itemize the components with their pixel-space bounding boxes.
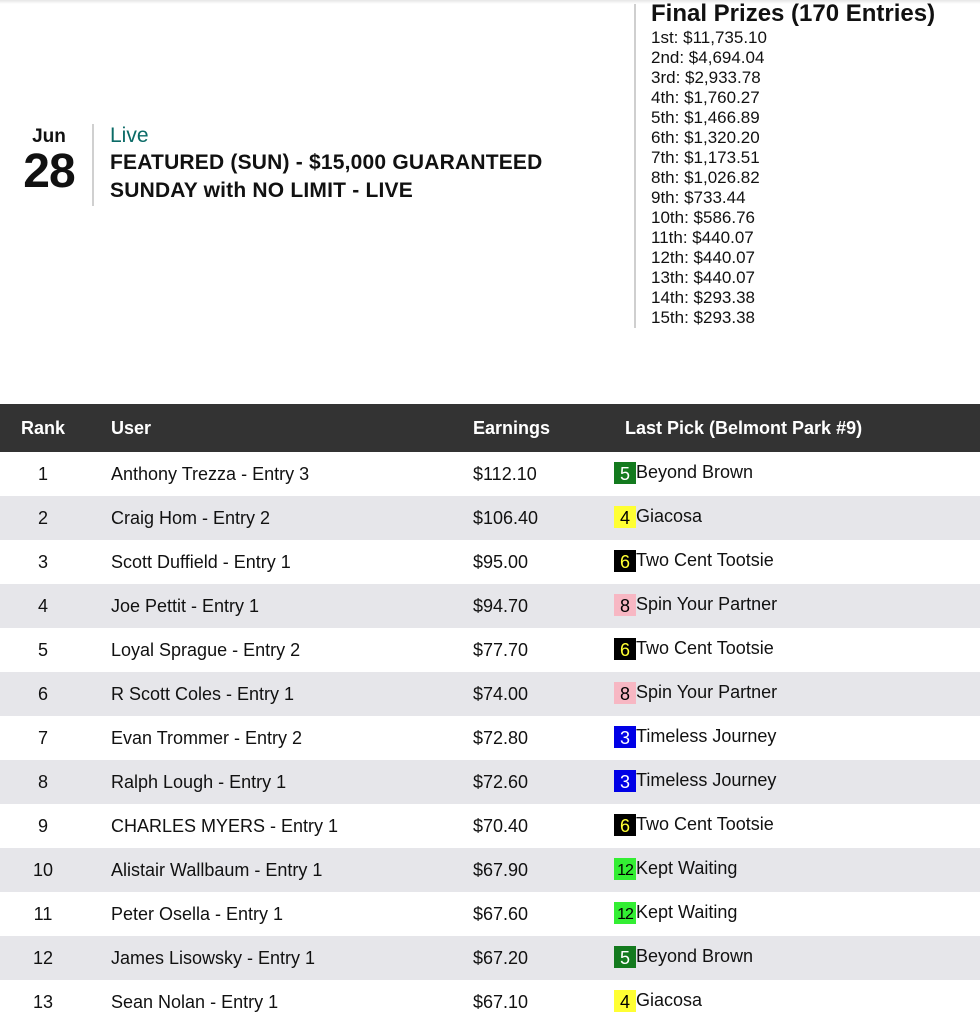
last-pick-cell bbox=[614, 550, 774, 572]
event-day: 28 bbox=[23, 145, 75, 198]
table-header bbox=[0, 404, 980, 452]
prize-list bbox=[651, 28, 971, 328]
earnings-cell: $95.00 bbox=[473, 552, 529, 572]
saddle-cloth-number: 6 bbox=[614, 814, 636, 836]
user-cell[interactable]: Craig Hom - Entry 2 bbox=[111, 508, 271, 528]
event-divider bbox=[92, 124, 94, 206]
user-cell[interactable]: Peter Osella - Entry 1 bbox=[111, 904, 284, 924]
last-pick-cell bbox=[614, 506, 702, 528]
event-status: Live bbox=[110, 124, 149, 147]
saddle-cloth-number: 3 bbox=[614, 726, 636, 748]
prizes-heading: Final Prizes (170 Entries) bbox=[651, 0, 936, 27]
horse-name: Giacosa bbox=[636, 990, 703, 1010]
prize-item: 14th: $293.38 bbox=[651, 288, 755, 307]
horse-name: Giacosa bbox=[636, 506, 703, 526]
prizes-divider bbox=[634, 4, 636, 328]
last-pick-cell bbox=[614, 682, 777, 704]
header-user[interactable]: User bbox=[111, 418, 152, 438]
table-row[interactable] bbox=[0, 804, 980, 848]
table-row[interactable] bbox=[0, 760, 980, 804]
table-row[interactable] bbox=[0, 936, 980, 980]
rank-cell: 9 bbox=[37, 816, 48, 836]
horse-name: Two Cent Tootsie bbox=[636, 814, 774, 834]
header-earnings[interactable]: Earnings bbox=[473, 418, 551, 438]
prize-item: 8th: $1,026.82 bbox=[651, 168, 760, 187]
rank-cell: 3 bbox=[37, 552, 48, 572]
table-row[interactable] bbox=[0, 980, 980, 1024]
horse-name: Spin Your Partner bbox=[636, 682, 778, 702]
horse-name: Timeless Journey bbox=[636, 726, 777, 746]
horse-name: Kept Waiting bbox=[636, 858, 738, 878]
earnings-cell: $112.10 bbox=[473, 464, 537, 484]
horse-name: Two Cent Tootsie bbox=[636, 638, 774, 658]
earnings-cell: $72.60 bbox=[473, 772, 529, 792]
last-pick-cell bbox=[614, 814, 774, 836]
rank-cell: 7 bbox=[37, 728, 48, 748]
saddle-cloth-number: 6 bbox=[614, 638, 636, 660]
prize-item: 12th: $440.07 bbox=[651, 248, 755, 267]
table-row[interactable] bbox=[0, 452, 980, 496]
last-pick-cell bbox=[614, 638, 774, 660]
rank-cell: 13 bbox=[32, 992, 54, 1012]
leaderboard-table bbox=[0, 404, 980, 1024]
rank-cell: 12 bbox=[32, 948, 54, 968]
earnings-cell: $77.70 bbox=[473, 640, 529, 660]
prize-item: 15th: $293.38 bbox=[651, 308, 755, 327]
table-body bbox=[0, 452, 980, 1024]
rank-cell: 4 bbox=[37, 596, 48, 616]
earnings-cell: $67.60 bbox=[473, 904, 529, 924]
earnings-cell: $72.80 bbox=[473, 728, 529, 748]
saddle-cloth-number: 8 bbox=[614, 594, 636, 616]
prize-item: 6th: $1,320.20 bbox=[651, 128, 760, 147]
table-row[interactable] bbox=[0, 848, 980, 892]
prize-item: 1st: $11,735.10 bbox=[651, 28, 767, 47]
user-cell[interactable]: Sean Nolan - Entry 1 bbox=[111, 992, 279, 1012]
rank-cell: 5 bbox=[37, 640, 48, 660]
saddle-cloth-number: 12 bbox=[614, 902, 636, 924]
event-title-line-2: SUNDAY with NO LIMIT - LIVE bbox=[110, 179, 413, 202]
event-info bbox=[110, 124, 620, 205]
table-row[interactable] bbox=[0, 672, 980, 716]
saddle-cloth-number: 12 bbox=[614, 858, 636, 880]
rank-cell: 11 bbox=[33, 904, 53, 924]
horse-name: Beyond Brown bbox=[636, 462, 754, 482]
prize-item: 4th: $1,760.27 bbox=[651, 88, 760, 107]
saddle-cloth-number: 4 bbox=[614, 506, 636, 528]
saddle-cloth-number: 8 bbox=[614, 682, 636, 704]
user-cell[interactable]: Joe Pettit - Entry 1 bbox=[111, 596, 260, 616]
saddle-cloth-number: 3 bbox=[614, 770, 636, 792]
saddle-cloth-number: 5 bbox=[614, 462, 636, 484]
earnings-cell: $94.70 bbox=[473, 596, 529, 616]
user-cell[interactable]: Alistair Wallbaum - Entry 1 bbox=[111, 860, 323, 880]
header-last-pick[interactable]: Last Pick (Belmont Park #9) bbox=[625, 418, 863, 438]
rank-cell: 6 bbox=[37, 684, 48, 704]
prize-item: 3rd: $2,933.78 bbox=[651, 68, 761, 87]
horse-name: Spin Your Partner bbox=[636, 594, 778, 614]
prize-item: 7th: $1,173.51 bbox=[651, 148, 760, 167]
last-pick-cell bbox=[614, 594, 777, 616]
prize-item: 13th: $440.07 bbox=[651, 268, 755, 287]
horse-name: Beyond Brown bbox=[636, 946, 754, 966]
table-row[interactable] bbox=[0, 584, 980, 628]
event-title-line-1: FEATURED (SUN) - $15,000 GUARANTEED bbox=[110, 151, 543, 174]
user-cell[interactable]: CHARLES MYERS - Entry 1 bbox=[111, 816, 339, 836]
prize-item: 9th: $733.44 bbox=[651, 188, 746, 207]
last-pick-cell bbox=[614, 990, 702, 1012]
user-cell[interactable]: Anthony Trezza - Entry 3 bbox=[111, 464, 310, 484]
user-cell[interactable]: Loyal Sprague - Entry 2 bbox=[111, 640, 301, 660]
rank-cell: 10 bbox=[32, 860, 54, 880]
user-cell[interactable]: James Lisowsky - Entry 1 bbox=[111, 948, 316, 968]
horse-name: Timeless Journey bbox=[636, 770, 777, 790]
prize-item: 10th: $586.76 bbox=[651, 208, 755, 227]
last-pick-cell bbox=[614, 770, 776, 792]
table-row[interactable] bbox=[0, 496, 980, 540]
prize-item: 2nd: $4,694.04 bbox=[651, 48, 765, 67]
event-header bbox=[0, 124, 620, 208]
last-pick-cell bbox=[614, 858, 737, 880]
event-month: Jun bbox=[32, 126, 66, 147]
earnings-cell: $106.40 bbox=[473, 508, 539, 528]
earnings-cell: $70.40 bbox=[473, 816, 529, 836]
horse-name: Kept Waiting bbox=[636, 902, 738, 922]
last-pick-cell bbox=[614, 902, 737, 924]
event-date bbox=[18, 124, 80, 196]
last-pick-cell bbox=[614, 726, 776, 748]
header-rank[interactable]: Rank bbox=[21, 418, 66, 438]
user-cell[interactable]: Scott Duffield - Entry 1 bbox=[111, 552, 291, 572]
rank-cell: 2 bbox=[37, 508, 48, 528]
prize-item: 11th: $440.07 bbox=[651, 228, 754, 247]
earnings-cell: $74.00 bbox=[473, 684, 529, 704]
rank-cell: 1 bbox=[37, 464, 48, 484]
table-row[interactable] bbox=[0, 628, 980, 672]
earnings-cell: $67.90 bbox=[473, 860, 529, 880]
earnings-cell: $67.10 bbox=[473, 992, 529, 1012]
table-row[interactable] bbox=[0, 540, 980, 584]
user-cell[interactable]: R Scott Coles - Entry 1 bbox=[111, 684, 295, 704]
user-cell[interactable]: Ralph Lough - Entry 1 bbox=[111, 772, 287, 792]
table-row[interactable] bbox=[0, 892, 980, 936]
user-cell[interactable]: Evan Trommer - Entry 2 bbox=[111, 728, 303, 748]
earnings-cell: $67.20 bbox=[473, 948, 529, 968]
rank-cell: 8 bbox=[37, 772, 48, 792]
event-title[interactable] bbox=[110, 149, 620, 205]
last-pick-cell bbox=[614, 946, 753, 968]
last-pick-cell bbox=[614, 462, 753, 484]
saddle-cloth-number: 5 bbox=[614, 946, 636, 968]
saddle-cloth-number: 6 bbox=[614, 550, 636, 572]
horse-name: Two Cent Tootsie bbox=[636, 550, 774, 570]
prize-item: 5th: $1,466.89 bbox=[651, 108, 760, 127]
saddle-cloth-number: 4 bbox=[614, 990, 636, 1012]
final-prizes-panel bbox=[651, 0, 971, 328]
table-row[interactable] bbox=[0, 716, 980, 760]
